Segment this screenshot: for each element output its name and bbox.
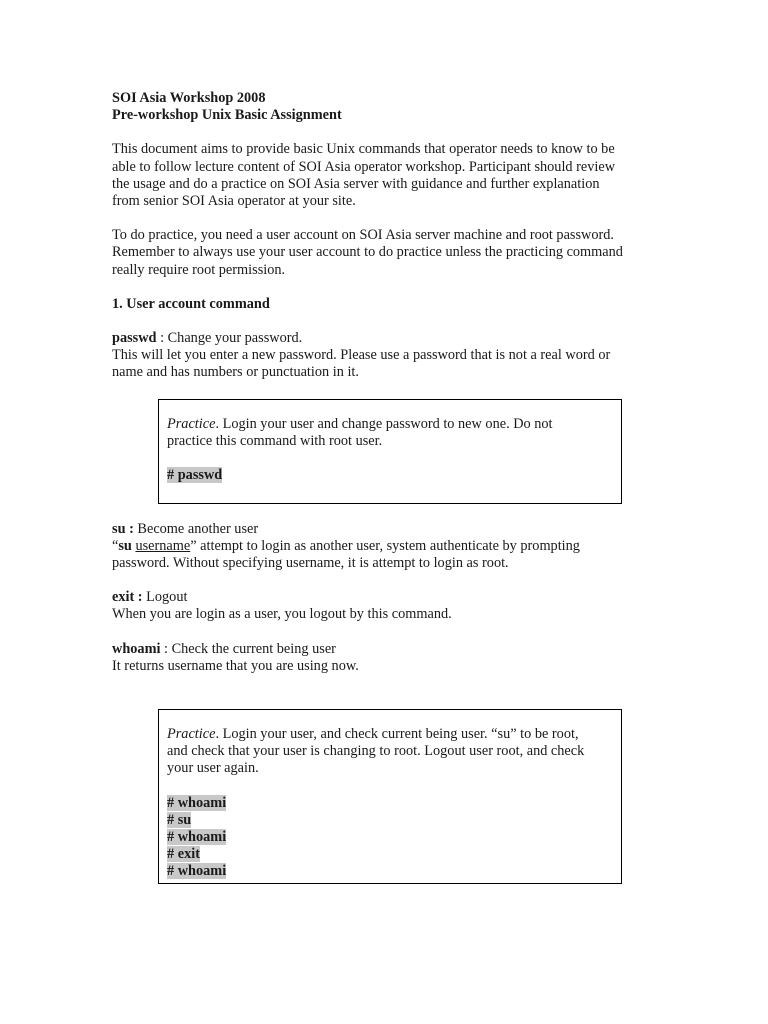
exit-summary: Logout bbox=[142, 589, 188, 606]
su-desc-line bbox=[112, 538, 672, 555]
practice-label: Practice bbox=[167, 415, 216, 432]
whoami-desc: It returns username that you are using now. bbox=[112, 657, 359, 674]
su-desc-line: password. Without specifying username, it is attempt to login as root. bbox=[112, 555, 509, 572]
command-line bbox=[167, 795, 613, 812]
practice-text-line: and check that your user is changing to root. Logout user root, and check bbox=[167, 743, 585, 760]
command-line bbox=[167, 467, 613, 484]
whoami-entry bbox=[112, 641, 672, 658]
document-body bbox=[112, 90, 672, 884]
su-command-inline: su bbox=[118, 537, 132, 554]
command-text: # exit bbox=[167, 846, 200, 863]
command-line bbox=[167, 863, 613, 880]
practice-text-line bbox=[167, 726, 613, 743]
exit-desc: When you are login as a user, you logout by this command. bbox=[112, 606, 452, 623]
command-text: # whoami bbox=[167, 829, 227, 846]
doc-title-line1: SOI Asia Workshop 2008 bbox=[112, 90, 266, 106]
intro-p2-line: To do practice, you need a user account on SOI Asia server machine and root password. bbox=[112, 227, 615, 244]
passwd-desc-line: name and has numbers or punctuation in it. bbox=[112, 364, 359, 381]
command-text: # whoami bbox=[167, 794, 227, 811]
passwd-summary: : Change your password. bbox=[156, 330, 303, 347]
command-text: # su bbox=[167, 811, 192, 828]
su-desc-text: ” attempt to login as another user, system authenticate by prompting bbox=[190, 537, 580, 554]
practice-text-line: your user again. bbox=[167, 760, 259, 777]
su-command: su : bbox=[112, 520, 134, 537]
practice-box-whoami bbox=[158, 709, 622, 884]
su-username-arg: username bbox=[135, 537, 191, 554]
command-line bbox=[167, 846, 613, 863]
whoami-summary: : Check the current being user bbox=[160, 640, 336, 657]
practice-text-line: practice this command with root user. bbox=[167, 432, 383, 449]
practice-text: . Login your user, and check current being user. “su” to be root, bbox=[215, 726, 579, 743]
passwd-entry bbox=[112, 330, 672, 347]
practice-box-passwd bbox=[158, 399, 622, 504]
command-text: # whoami bbox=[167, 863, 227, 880]
intro-paragraph-1 bbox=[112, 141, 672, 210]
practice-label: Practice bbox=[167, 726, 216, 743]
practice-text-line bbox=[167, 416, 613, 433]
whoami-command: whoami bbox=[112, 640, 161, 657]
passwd-command: passwd bbox=[112, 330, 157, 347]
command-line bbox=[167, 829, 613, 846]
intro-p1-line: the usage and do a practice on SOI Asia server with guidance and further explanation bbox=[112, 175, 600, 192]
practice-text: . Login your user and change password to new one. Do not bbox=[215, 415, 553, 432]
intro-p2-line: Remember to always use your user account to do practice unless the practicing command bbox=[112, 244, 623, 261]
su-entry bbox=[112, 521, 672, 538]
section-heading: 1. User account command bbox=[112, 295, 270, 312]
doc-title-line2: Pre-workshop Unix Basic Assignment bbox=[112, 107, 342, 124]
passwd-desc-line: This will let you enter a new password. Please use a password that is not a real word or bbox=[112, 347, 611, 364]
intro-paragraph-2 bbox=[112, 227, 672, 279]
intro-p1-line: This document aims to provide basic Unix commands that operator needs to know to be bbox=[112, 141, 615, 158]
su-summary: Become another user bbox=[133, 520, 259, 537]
intro-p1-line: from senior SOI Asia operator at your site. bbox=[112, 193, 356, 210]
intro-p1-line: able to follow lecture content of SOI Asia operator workshop. Participant should review bbox=[112, 158, 616, 175]
quote: “ bbox=[112, 537, 119, 554]
intro-p2-line: really require root permission. bbox=[112, 261, 286, 278]
exit-command: exit : bbox=[112, 589, 143, 606]
exit-entry bbox=[112, 589, 672, 606]
command-line bbox=[167, 812, 613, 829]
command-text: # passwd bbox=[167, 467, 223, 484]
